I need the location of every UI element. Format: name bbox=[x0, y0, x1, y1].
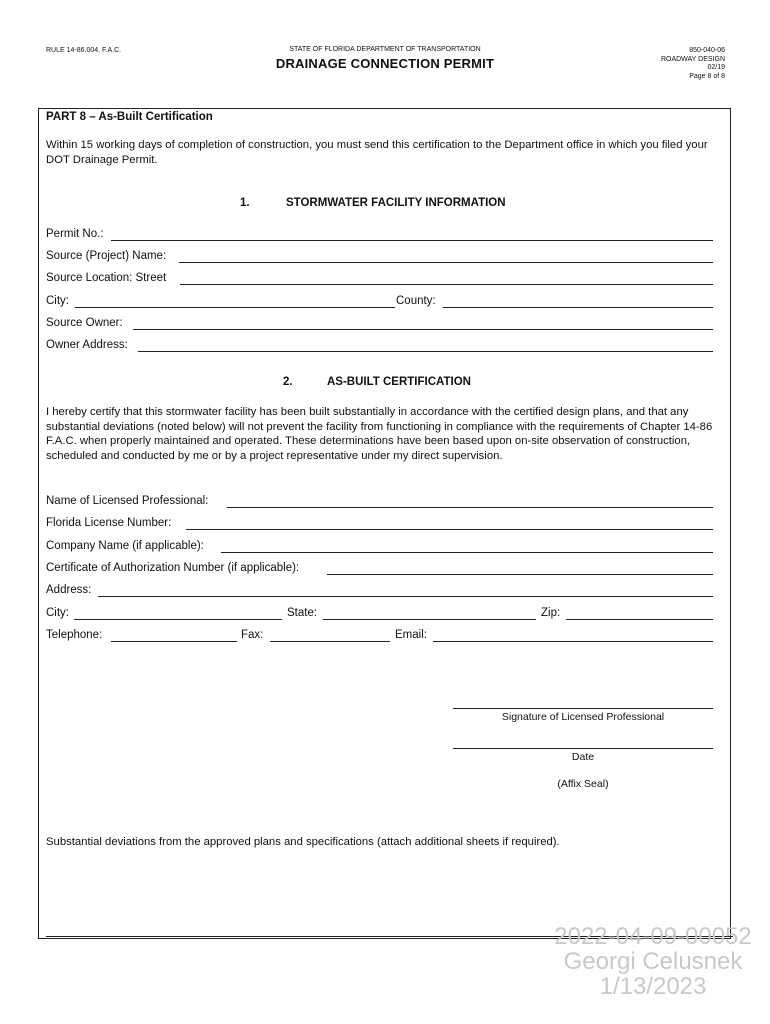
telephone-label: Telephone: bbox=[46, 629, 103, 641]
form-date: 02/19 bbox=[707, 64, 725, 72]
signature-label: Signature of Licensed Professional bbox=[501, 711, 665, 723]
date-field[interactable] bbox=[453, 748, 713, 749]
email-label: Email: bbox=[395, 629, 427, 641]
agency-name: STATE OF FLORIDA DEPARTMENT OF TRANSPORTATION bbox=[289, 46, 481, 53]
county-field[interactable] bbox=[443, 307, 713, 308]
section2-number: 2. bbox=[283, 376, 293, 388]
deviations-label: Substantial deviations from the approved plans and specifications (attach additional sheets if required). bbox=[46, 836, 560, 848]
source-name-field[interactable] bbox=[179, 262, 713, 263]
license-number-label: Florida License Number: bbox=[46, 517, 172, 529]
watermark-date: 1/13/2023 bbox=[599, 973, 707, 1000]
email-field[interactable] bbox=[433, 641, 713, 642]
certification-statement: I hereby certify that this stormwater facility has been built substantially in accordance with the certified design plans, and that any substantial deviations (noted below) will not prevent the facility from functioning in compliance with the requirements of Chapter 14-86 F.A.C. when properly maintained and operated. These determinations have been based upon on-site observation of construction, scheduled and conducted by me or by a project representative under my direct supervision. bbox=[46, 406, 713, 462]
city-label-2: City: bbox=[46, 607, 69, 619]
fax-label: Fax: bbox=[241, 629, 264, 641]
source-owner-field[interactable] bbox=[133, 329, 713, 330]
city-label: City: bbox=[46, 295, 69, 307]
intro-text: Within 15 working days of completion of construction, you must send this certification to the Department office in which you filed your DOT Drainage Permit. bbox=[46, 139, 708, 166]
watermark-name: Georgi Celusnek bbox=[563, 948, 743, 975]
form-info bbox=[661, 47, 725, 81]
rule-reference: RULE 14-86.004, F.A.C. bbox=[46, 47, 122, 54]
licensed-professional-field[interactable] bbox=[227, 507, 713, 508]
source-owner-label: Source Owner: bbox=[46, 317, 123, 329]
division: ROADWAY DESIGN bbox=[660, 55, 725, 63]
address-field[interactable] bbox=[98, 596, 713, 597]
fax-field[interactable] bbox=[270, 641, 390, 642]
certificate-number-label: Certificate of Authorization Number (if applicable): bbox=[46, 562, 300, 574]
license-number-field[interactable] bbox=[186, 529, 713, 530]
city-field-2[interactable] bbox=[74, 619, 282, 620]
company-name-label: Company Name (if applicable): bbox=[46, 540, 204, 552]
section2-title: AS-BUILT CERTIFICATION bbox=[327, 376, 471, 388]
licensed-professional-label: Name of Licensed Professional: bbox=[46, 495, 209, 507]
company-name-field[interactable] bbox=[221, 552, 713, 553]
signature-field[interactable] bbox=[453, 708, 713, 709]
watermark-id: 2022-04-09-00052 bbox=[554, 923, 752, 950]
owner-address-label: Owner Address: bbox=[46, 339, 128, 351]
part-title: PART 8 – As-Built Certification bbox=[46, 111, 213, 123]
owner-address-field[interactable] bbox=[138, 351, 713, 352]
section1-title: STORMWATER FACILITY INFORMATION bbox=[286, 197, 506, 209]
form-title: DRAINAGE CONNECTION PERMIT bbox=[275, 56, 495, 71]
header-center bbox=[0, 46, 770, 71]
state-label: State: bbox=[287, 607, 318, 619]
date-label: Date bbox=[571, 751, 595, 763]
city-field[interactable] bbox=[75, 307, 395, 308]
form-number: 850-040-06 bbox=[689, 47, 725, 54]
permit-no-field[interactable] bbox=[111, 240, 713, 241]
affix-seal-label: (Affix Seal) bbox=[557, 778, 609, 790]
zip-field[interactable] bbox=[566, 619, 713, 620]
source-location-label: Source Location: Street bbox=[46, 272, 167, 284]
section1-number: 1. bbox=[240, 197, 250, 209]
telephone-field[interactable] bbox=[111, 641, 237, 642]
page-number: Page 8 of 8 bbox=[689, 72, 725, 80]
address-label: Address: bbox=[46, 584, 92, 596]
permit-no-label: Permit No.: bbox=[46, 228, 104, 240]
source-location-field[interactable] bbox=[180, 284, 713, 285]
zip-label: Zip: bbox=[541, 607, 561, 619]
source-name-label: Source (Project) Name: bbox=[46, 250, 167, 262]
state-field[interactable] bbox=[323, 619, 536, 620]
certificate-number-field[interactable] bbox=[327, 574, 713, 575]
county-label: County: bbox=[396, 295, 436, 307]
